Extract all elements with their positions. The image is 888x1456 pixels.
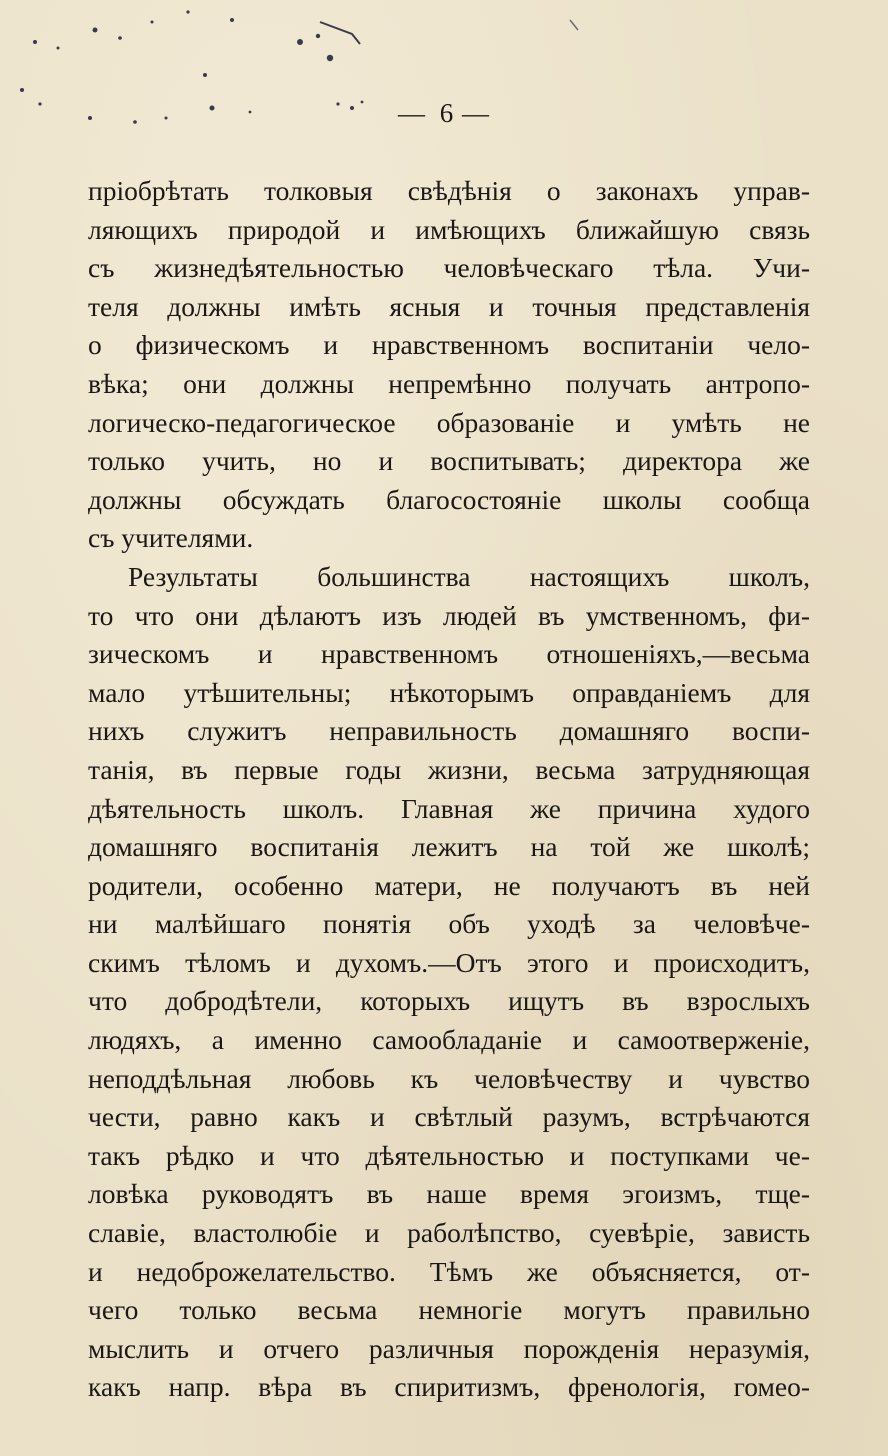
text-line: съ учителями. [88,522,254,554]
text-line: мало утѣшительны; нѣкоторымъ оправданіемъ для [88,676,810,708]
paragraph-2 [88,558,810,1407]
paragraph-1 [88,172,810,558]
text-line: нихъ служитъ неправильность домашняго воспи- [88,715,810,747]
text-line: славіе, властолюбіе и раболѣпство, суевѣріе, зависть [88,1217,810,1249]
text-line: логическо-педагогическое образованіе и умѣть не [88,406,810,438]
print-specks-decoration [0,0,888,160]
page-number [0,98,888,129]
text-line: ляющихъ природой и имѣющихъ ближайшую связь [88,213,810,245]
text-line: дѣятельность школъ. Главная же причина худого [88,792,810,824]
text-line: и недоброжелательство. Тѣмъ же объясняется, от- [88,1255,810,1287]
text-line: Результаты большинства настоящихъ школъ, [128,560,810,592]
page-number-dash-right: — [462,98,490,128]
text-line: должны обсуждать благосостояніе школы сообща [88,483,810,515]
text-line: то что они дѣлаютъ изъ людей въ умственномъ, фи- [88,599,810,631]
text-line: чего только весьма немногіе могутъ правильно [88,1294,810,1326]
text-line: вѣка; они должны непремѣнно получать антропо- [88,367,810,399]
body-text [88,172,810,1407]
text-line: пріобрѣтать толковыя свѣдѣнія о законахъ управ- [88,175,810,206]
text-line: чести, равно какъ и свѣтлый разумъ, встрѣчаются [88,1101,810,1133]
text-line: ни малѣйшаго понятія объ уходѣ за человѣче- [88,908,810,940]
text-line: теля должны имѣть ясныя и точныя представленія [88,290,810,322]
page-number-dash-left: — [398,98,426,128]
text-line: о физическомъ и нравственномъ воспитаніи чело- [88,329,810,361]
text-line: танія, въ первые годы жизни, весьма затрудняющая [88,753,810,785]
text-line: неподдѣльная любовь къ человѣчеству и чувство [88,1062,810,1094]
text-line: скимъ тѣломъ и духомъ.—Отъ этого и происходитъ, [88,946,810,978]
text-line: зическомъ и нравственномъ отношеніяхъ,—весьма [88,638,810,670]
text-line: только учить, но и воспитывать; директора же [88,445,810,477]
text-line: домашняго воспитанія лежитъ на той же школѣ; [88,831,810,863]
page-number-value: 6 [439,98,455,128]
text-line: людяхъ, а именно самообладаніе и самоотверженіе, [88,1024,810,1056]
text-line: съ жизнедѣятельностью человѣческаго тѣла. Учи- [88,252,810,284]
text-line: что добродѣтели, которыхъ ищутъ въ взрослыхъ [88,985,810,1017]
text-line: какъ напр. вѣра въ спиритизмъ, френологія, гомео- [88,1371,810,1403]
text-line: ловѣка руководятъ въ наше время эгоизмъ, тще- [88,1178,810,1210]
text-line: такъ рѣдко и что дѣятельностью и поступками че- [88,1139,810,1171]
text-line: мыслить и отчего различныя порожденія неразумія, [88,1332,810,1364]
text-line: родители, особенно матери, не получаютъ въ ней [88,869,810,901]
